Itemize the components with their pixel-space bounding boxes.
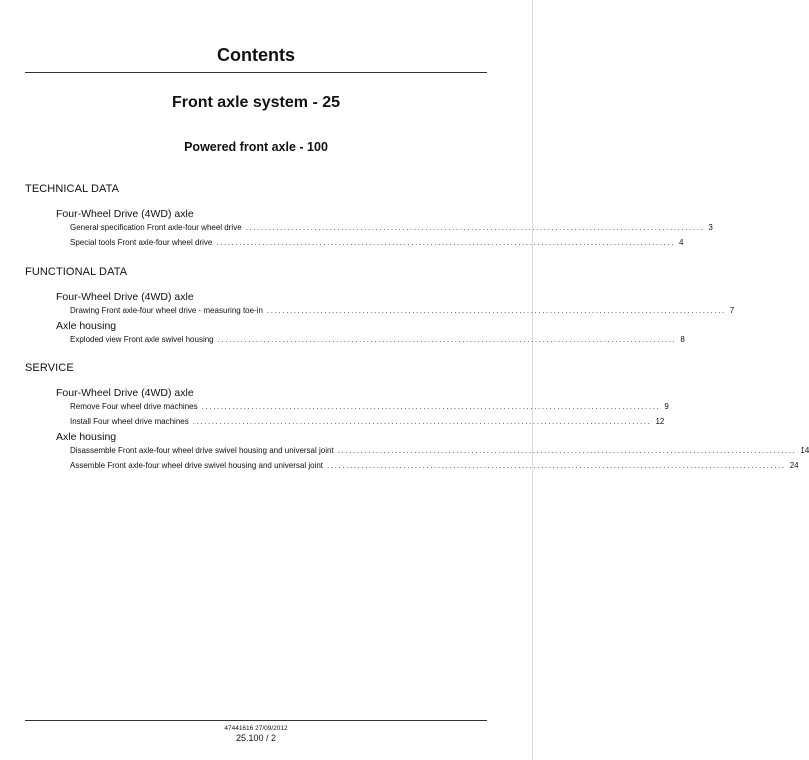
group-heading-axle-housing: Axle housing [56,431,117,443]
footer-page-number: 25.100 / 2 [235,733,277,743]
header-rule [25,72,487,73]
toc-entry[interactable] [70,460,799,472]
toc-entry-page: 9 [664,402,669,411]
dot-leader: ........................................................................................................................ [327,461,786,470]
toc-entry-page: 24 [789,461,799,470]
group-heading-4wd-axle: Four-Wheel Drive (4WD) axle [56,208,194,220]
group-heading-axle-housing: Axle housing [56,320,117,332]
toc-entry-page: 4 [679,238,684,247]
toc-entry-title: Remove Four wheel drive machines [70,402,198,411]
group-heading-4wd-axle: Four-Wheel Drive (4WD) axle [56,387,194,399]
section-heading-service: SERVICE [25,362,74,374]
toc-entry[interactable] [70,416,665,428]
toc-entry-page: 8 [680,335,685,344]
toc-entry[interactable] [70,237,684,249]
dot-leader: ........................................................................................................................ [266,306,726,315]
toc-entry[interactable] [70,334,685,346]
toc-entry-title: Drawing Front axle-four wheel drive - measuring toe-in [70,306,263,315]
section-heading-functional-data: FUNCTIONAL DATA [25,266,128,278]
toc-entry[interactable] [70,222,713,234]
dot-leader: ........................................................................................................................ [217,335,677,344]
footer-document-code: 47441616 27/09/2012 [224,725,288,732]
toc-entry[interactable] [70,401,669,413]
page-title: Contents [217,45,295,65]
dot-leader: ........................................................................................................................ [201,402,661,411]
toc-entry-page: 14 [800,446,809,455]
toc-entry-title: Special tools Front axle-four wheel drive [70,238,213,247]
dot-leader: ........................................................................................................................ [337,446,797,455]
dot-leader: ........................................................................................................................ [216,238,676,247]
toc-entry-title: Assemble Front axle-four wheel drive swivel housing and universal joint [70,461,324,470]
dot-leader: ........................................................................................................................ [245,223,705,232]
toc-entry-title: Exploded view Front axle swivel housing [70,335,214,344]
toc-entry-title: Disassemble Front axle-four wheel drive swivel housing and universal joint [70,446,334,455]
toc-entry-page: 3 [708,223,713,232]
toc-entry-title: Install Four wheel drive machines [70,417,189,426]
system-title: Front axle system - 25 [171,94,341,111]
toc-entry-page: 12 [655,417,665,426]
subsystem-title: Powered front axle - 100 [184,140,328,154]
toc-entry-page: 7 [729,306,735,315]
toc-entry[interactable] [70,305,735,317]
dot-leader: ........................................................................................................................ [192,417,652,426]
footer-rule [25,720,487,721]
toc-entry-title: General specification Front axle-four wheel drive [70,223,242,232]
section-heading-technical-data: TECHNICAL DATA [25,183,120,195]
toc-entry[interactable] [70,445,809,457]
group-heading-4wd-axle: Four-Wheel Drive (4WD) axle [56,291,194,303]
